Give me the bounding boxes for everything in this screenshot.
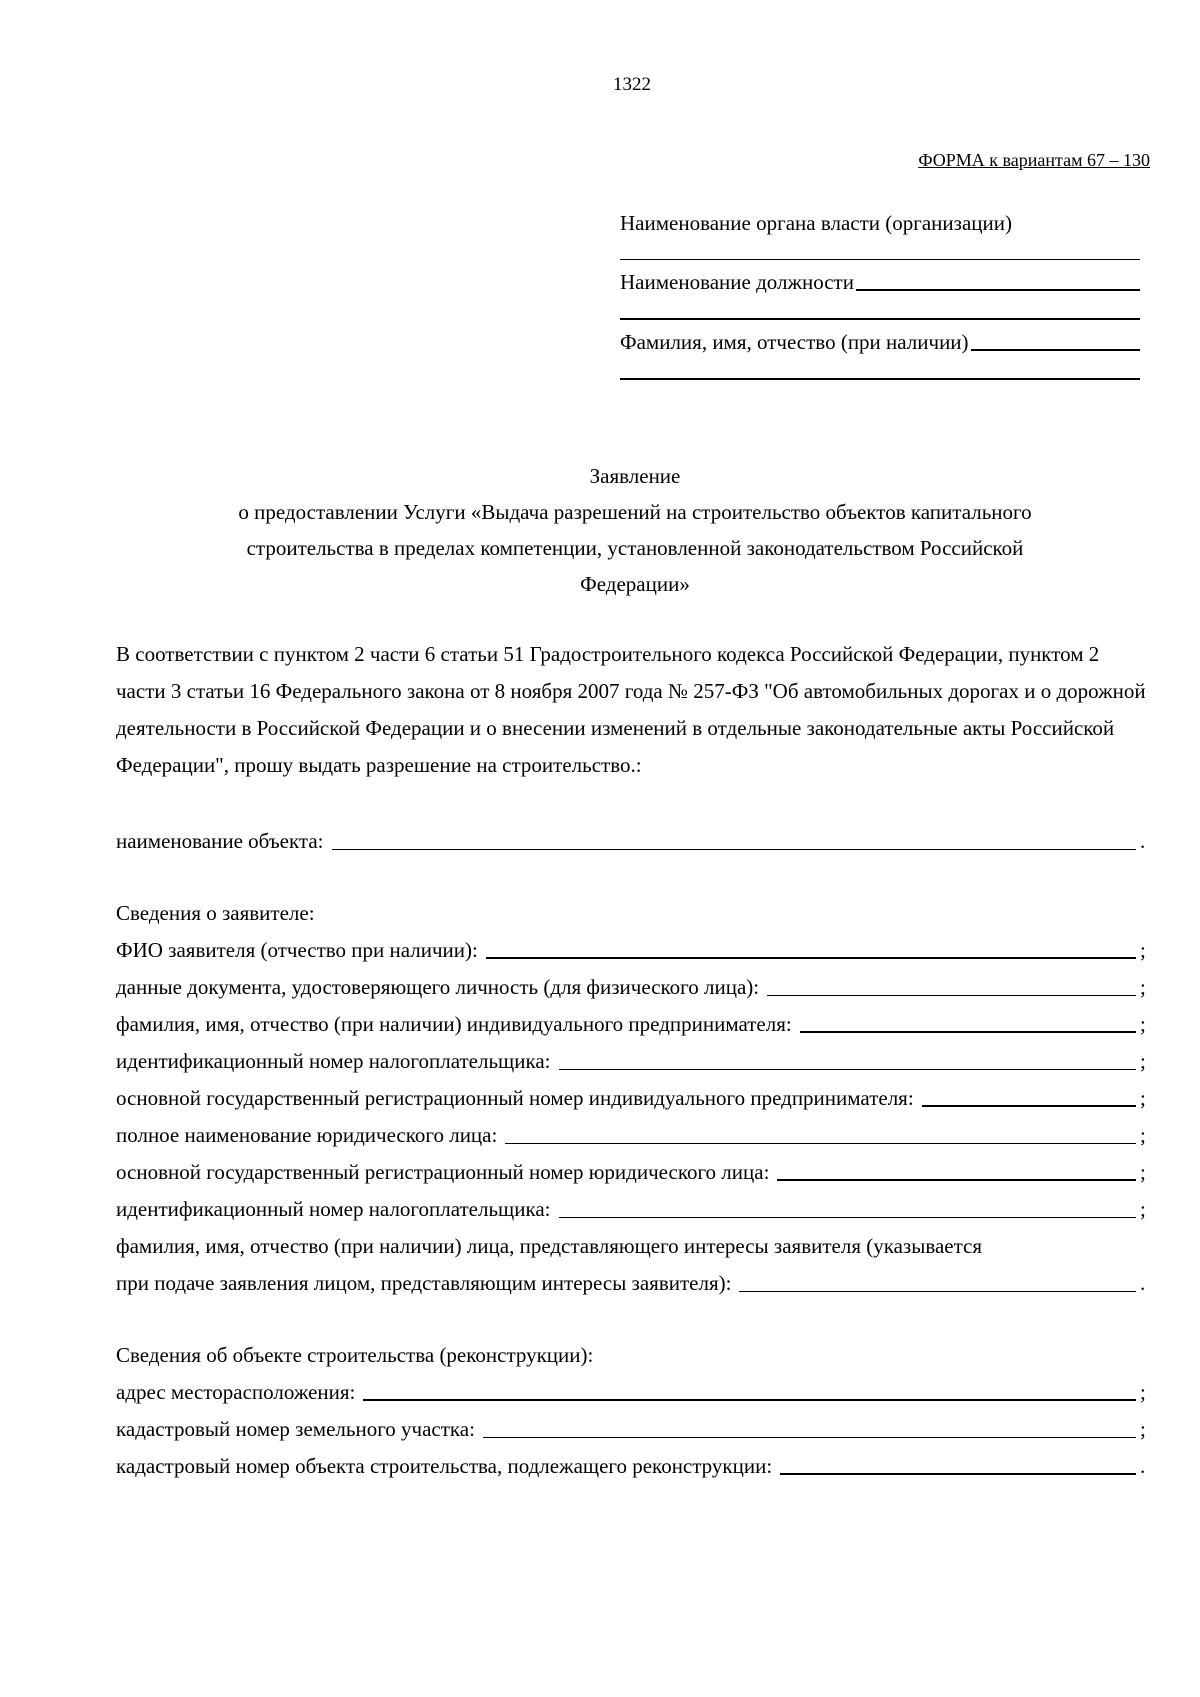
position-label: Наименование должности bbox=[620, 270, 854, 294]
full-name-line-2[interactable] bbox=[620, 378, 1140, 380]
position-row bbox=[620, 270, 1140, 294]
ogrn-input[interactable] bbox=[777, 1179, 1136, 1181]
form-reference: ФОРМА к вариантам 67 – 130 bbox=[918, 150, 1150, 170]
applicant-field-row: ФИО заявителя (отчество при наличии): ; bbox=[116, 938, 1146, 962]
title-line-3: строительства в пределах компетенции, установленной законодательством Российской bbox=[246, 536, 1024, 560]
title-line-4: Федерации» bbox=[580, 572, 690, 596]
position-line[interactable] bbox=[856, 289, 1140, 291]
applicant-field-row: основной государственный регистрационный номер индивидуального предпринимателя: ; bbox=[116, 1086, 1146, 1110]
full-name-row bbox=[620, 330, 1140, 354]
object-cadastral-input[interactable] bbox=[780, 1473, 1136, 1475]
representative-row: при подаче заявления лицом, представляющим интересы заявителя): . bbox=[116, 1271, 1146, 1295]
address-label: адрес месторасположения: bbox=[116, 1380, 356, 1404]
document-title bbox=[130, 458, 1140, 602]
object-field-row: адрес месторасположения: ; bbox=[116, 1380, 1146, 1404]
inn-input-2[interactable] bbox=[559, 1217, 1136, 1218]
authority-name-label: Наименование органа власти (организации) bbox=[620, 211, 1012, 235]
applicant-field-row: фамилия, имя, отчество (при наличии) индивидуального предпринимателя: ; bbox=[116, 1012, 1146, 1036]
ogrnip-input[interactable] bbox=[922, 1105, 1136, 1107]
land-cadastral-input[interactable] bbox=[483, 1437, 1136, 1438]
applicant-field-row: полное наименование юридического лица: ; bbox=[116, 1123, 1146, 1147]
object-cadastral-label: кадастровый номер объекта строительства, подлежащего реконструкции: bbox=[116, 1454, 773, 1478]
title-line-2: о предоставлении Услуги «Выдача разрешений на строительство объектов капитального bbox=[238, 500, 1032, 524]
page-number: 1322 bbox=[613, 74, 651, 95]
legal-entity-name-label: полное наименование юридического лица: bbox=[116, 1123, 498, 1147]
representative-input[interactable] bbox=[739, 1291, 1136, 1292]
ogrn-label: основной государственный регистрационный номер юридического лица: bbox=[116, 1160, 770, 1184]
legal-entity-name-input[interactable] bbox=[505, 1143, 1136, 1144]
applicant-section-title: Сведения о заявителе: bbox=[116, 901, 315, 925]
full-name-line[interactable] bbox=[971, 349, 1140, 351]
object-section-title: Сведения об объекте строительства (реконструкции): bbox=[116, 1343, 594, 1367]
position-line-2[interactable] bbox=[620, 318, 1140, 320]
representative-label-line-2: при подаче заявления лицом, представляющим интересы заявителя): bbox=[116, 1271, 732, 1295]
address-input[interactable] bbox=[363, 1399, 1136, 1401]
object-name-row: наименование объекта: . bbox=[116, 829, 1146, 853]
object-field-row: кадастровый номер земельного участка: ; bbox=[116, 1417, 1146, 1441]
applicant-fio-input[interactable] bbox=[486, 957, 1136, 959]
inn-input[interactable] bbox=[559, 1069, 1136, 1070]
entrepreneur-name-input[interactable] bbox=[800, 1031, 1136, 1033]
inn-label-2: идентификационный номер налогоплательщика: bbox=[116, 1197, 551, 1221]
object-name-label: наименование объекта: bbox=[116, 829, 324, 853]
object-field-row: кадастровый номер объекта строительства, подлежащего реконструкции: . bbox=[116, 1454, 1146, 1478]
id-document-input[interactable] bbox=[767, 995, 1136, 996]
inn-label: идентификационный номер налогоплательщика: bbox=[116, 1049, 551, 1073]
ogrnip-label: основной государственный регистрационный номер индивидуального предпринимателя: bbox=[116, 1086, 914, 1110]
applicant-fio-label: ФИО заявителя (отчество при наличии): bbox=[116, 938, 478, 962]
full-name-label: Фамилия, имя, отчество (при наличии) bbox=[620, 330, 969, 354]
title-line-1: Заявление bbox=[589, 464, 681, 488]
object-name-input[interactable] bbox=[332, 849, 1136, 850]
applicant-field-row: идентификационный номер налогоплательщика: ; bbox=[116, 1049, 1146, 1073]
intro-paragraph: В соответствии с пунктом 2 части 6 статьи 51 Градостроительного кодекса Российской Федерации, пунктом 2 части 3 статьи 16 Федерального закона от 8 ноября 2007 года № 257-ФЗ "Об автомобильных дорогах и о дорожной деятельности в Российской Федерации и о внесении изменений в отдельные законодательные акты Российской Федерации", прошу выдать разрешение на строительство.: bbox=[116, 642, 1146, 777]
applicant-field-row: основной государственный регистрационный номер юридического лица: ; bbox=[116, 1160, 1146, 1184]
land-cadastral-label: кадастровый номер земельного участка: bbox=[116, 1417, 475, 1441]
id-document-label: данные документа, удостоверяющего личность (для физического лица): bbox=[116, 975, 760, 999]
representative-label-line-1: фамилия, имя, отчество (при наличии) лица, представляющего интересы заявителя (указывается bbox=[116, 1234, 983, 1258]
applicant-field-row: идентификационный номер налогоплательщика: ; bbox=[116, 1197, 1146, 1221]
authority-name-line[interactable] bbox=[620, 259, 1140, 260]
entrepreneur-name-label: фамилия, имя, отчество (при наличии) индивидуального предпринимателя: bbox=[116, 1012, 792, 1036]
applicant-field-row: данные документа, удостоверяющего личность (для физического лица): ; bbox=[116, 975, 1146, 999]
